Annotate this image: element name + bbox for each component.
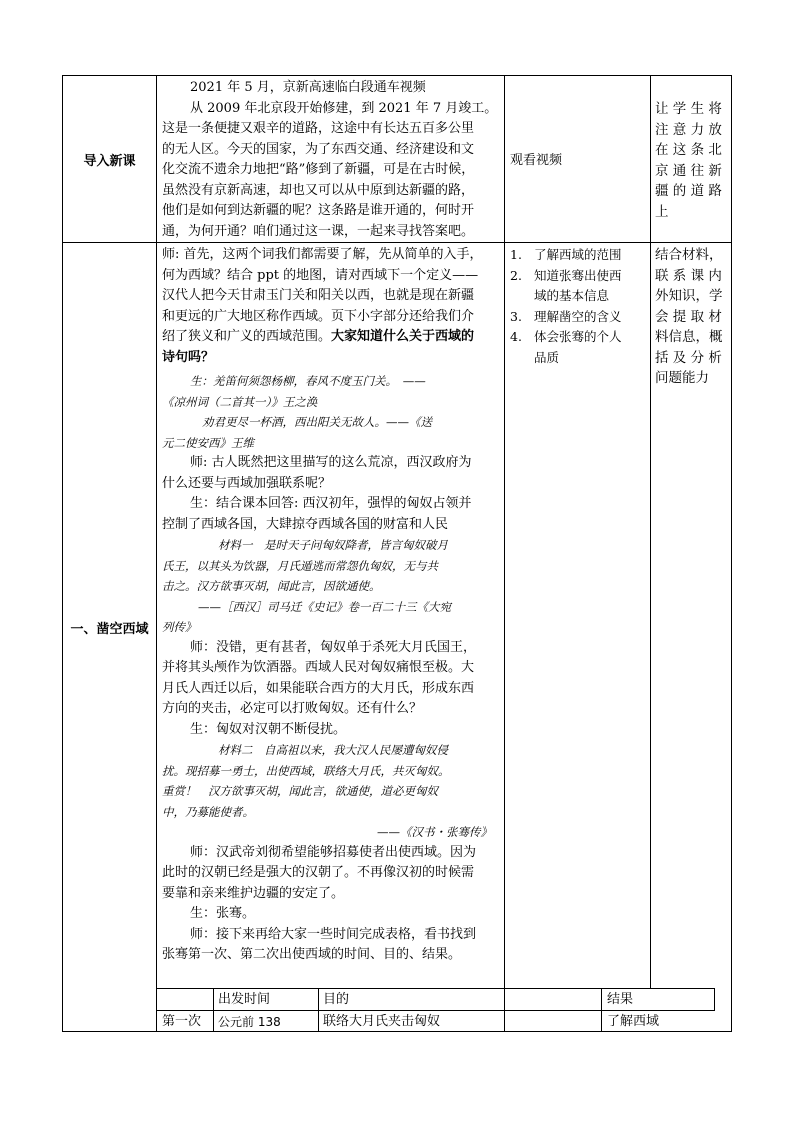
material-line: 氏王，以其头为饮器，月氏遁逃而常怨仇匈奴，无与共 (162, 558, 438, 573)
goal-item: 2. 知道张骞出使西 (510, 267, 622, 283)
content-line: 此时的汉朝已经是强大的汉朝了。不再像汉初的时候需 (162, 865, 475, 880)
content-line: 师：接下来再给大家一些时间完成表格，看书找到 (190, 926, 477, 942)
intent-line: 括 及 分 析 (655, 349, 722, 366)
inner-cell-trip: 第一次 (162, 1014, 202, 1029)
material-line: 重赏！ 汉方欲事灭胡，闻此言，欲通使，道必更匈奴 (162, 784, 438, 798)
content-line: 并将其头颅作为饮酒器。西域人民对匈奴痛恨至极。大 (162, 660, 475, 675)
intent-line: 料信息，概 (655, 329, 723, 345)
row-divider (62, 242, 731, 243)
student-goals (510, 245, 648, 368)
col-line-1 (156, 75, 157, 1032)
intro-content (162, 78, 502, 242)
material-source: 列传》 (162, 620, 197, 634)
content-line: 要靠和亲来维护边疆的安定了。 (162, 885, 345, 901)
material-line: 材料二 自高祖以来，我大汉人民屡遭匈奴侵 (218, 743, 448, 757)
content-line: 月氏人西迁以后，如果能联合西方的大月氏，形成东西 (162, 680, 475, 696)
content-line: 通，为何开通？咱们通过这一课，一起来寻找答案吧。 (162, 223, 475, 239)
student-activity-intro: 观看视频 (510, 153, 563, 168)
content-line: 绍了狭义和广义的西域范围。 (162, 329, 332, 344)
stage-label-section1: 一、凿空西域 (70, 622, 149, 637)
content-line: 生：结合课本回答: 西汉初年，强悍的匈奴占领并 (190, 496, 472, 511)
content-line: 虽然没有京新高速，却也又可以从中原到达新疆的路， (162, 182, 475, 198)
goal-item: 1. 了解西域的范围 (510, 247, 622, 262)
material-line: 中，乃募能使者。 (162, 804, 254, 819)
design-intent-intro (655, 99, 729, 222)
col-line-2 (504, 75, 505, 988)
content-line: 2021 年 5 月，京新高速临白段通车视频 (190, 80, 426, 95)
inner-col-line (504, 988, 505, 1032)
lesson-content (162, 245, 502, 966)
intent-line: 上 (655, 203, 669, 220)
poem-line: 生：羌笛何须怨杨柳，春风不度玉门关。 —— (190, 374, 426, 388)
intent-line: 注 意 力 放 (655, 121, 722, 138)
content-line: 张骞第一次、第二次出使西域的时间、目的、结果。 (162, 947, 462, 962)
material-source: ——《汉书・张骞传》 (377, 825, 492, 839)
content-line: 的无人区。今天的国家，为了东西交通、经济建设和文 (162, 141, 475, 157)
inner-header-result: 结果 (607, 992, 634, 1007)
content-line: 这是一条便捷又艰辛的道路，这途中有长达五百多公里 (162, 121, 475, 136)
content-line: 什么还要与西域加强联系呢？ (162, 475, 332, 491)
inner-header-time: 出发时间 (218, 992, 271, 1007)
content-line: 控制了西域各国，大肆掠夺西域各国的财富和人民 (162, 516, 449, 532)
goal-item-cont: 域的基本信息 (534, 288, 610, 303)
content-line: 方向的夹击，必定可以打败匈奴。还有什么？ (162, 701, 423, 716)
content-line: 从 2009 年北京段开始修建，到 2021 年 7 月竣工。 (190, 100, 498, 116)
material-line: 材料一 是时天子问匈奴降者，皆言匈奴破月 (218, 538, 448, 552)
intent-line: 让 学 生 将 (655, 101, 722, 117)
material-source: ——［西汉］司马迁《史记》卷一百二十三《大宛 (198, 599, 451, 614)
intent-line: 外知识，学 (655, 288, 723, 304)
intent-line: 会 提 取 材 (655, 308, 722, 325)
content-line: 汉代人把今天甘肃玉门关和阳关以西，也就是现在新疆 (162, 288, 475, 303)
goal-item: 4. 体会张骞的个人 (510, 329, 622, 344)
inner-cell-purpose: 联络大月氏夹击匈奴 (323, 1014, 441, 1029)
content-line: 化交流不遗余力地把“路”修到了新疆，可是在古时候， (162, 162, 475, 177)
content-line: 师：没错，更有甚者，匈奴单于杀死大月氏国王， (190, 639, 477, 655)
intent-line: 结合材料， (655, 247, 723, 263)
intent-line: 联 系 课 内 (655, 267, 722, 284)
content-line: 师：汉武帝刘彻希望能够招募使者出使西域。因为 (190, 844, 477, 860)
inner-col-line (601, 988, 602, 1032)
table-border-top (62, 75, 731, 76)
content-line: 师: 首先，这两个词我们都需要了解，先从简单的入手， (162, 247, 483, 262)
inner-header-purpose: 目的 (323, 992, 350, 1007)
inner-col-line (714, 988, 715, 1011)
content-line: 师: 古人既然把这里描写的这么荒凉，西汉政府为 (190, 455, 472, 470)
content-line: 生：匈奴对汉朝不断侵扰。 (190, 721, 347, 737)
content-line: 生：张骞。 (190, 906, 256, 921)
inner-cell-date: 公元前 138 (218, 1015, 281, 1029)
content-line: 他们是如何到达新疆的呢？这条路是谁开通的，何时开 (162, 203, 475, 218)
content-line: 和更远的广大地区称作西域。页下小字部分还给我们介 (162, 308, 475, 324)
bold-question-cont: 诗句吗？ (162, 349, 215, 365)
goal-item: 3. 理解凿空的含义 (510, 308, 622, 324)
goal-item-cont: 品质 (534, 349, 560, 365)
inner-cell-result: 了解西域 (607, 1014, 660, 1029)
poem-line: 劝君更尽一杯酒，西出阳关无故人。——《送 (202, 415, 432, 429)
inner-col-line (213, 988, 214, 1032)
design-intent-section1 (655, 245, 729, 389)
intent-line: 问题能力 (655, 370, 709, 386)
col-line-4 (731, 75, 732, 1032)
inner-col-line (318, 988, 319, 1032)
col-line-0 (62, 75, 63, 1032)
stage-label-intro: 导入新课 (83, 154, 136, 169)
bold-question: 大家知道什么关于西域的 (331, 329, 475, 344)
intent-line: 京 通 往 新 (655, 162, 722, 179)
intent-line: 疆 的 道 路 (655, 183, 722, 199)
intent-line: 在 这 条 北 (655, 142, 722, 158)
material-line: 击之。汉方欲事灭胡，闻此言，因欲通使。 (162, 579, 381, 593)
material-line: 扰。现招募一勇士，出使西域，联络大月氏，共灭匈奴。 (162, 763, 450, 778)
col-line-3 (650, 75, 651, 988)
poem-source: 元二使安西》王维 (162, 435, 254, 450)
content-line: 何为西域？结合 ppt 的地图，请对西域下一个定义—— (162, 267, 479, 283)
poem-source: 《凉州词（二首其一）》王之涣 (162, 394, 318, 409)
inner-table-top (156, 988, 714, 989)
